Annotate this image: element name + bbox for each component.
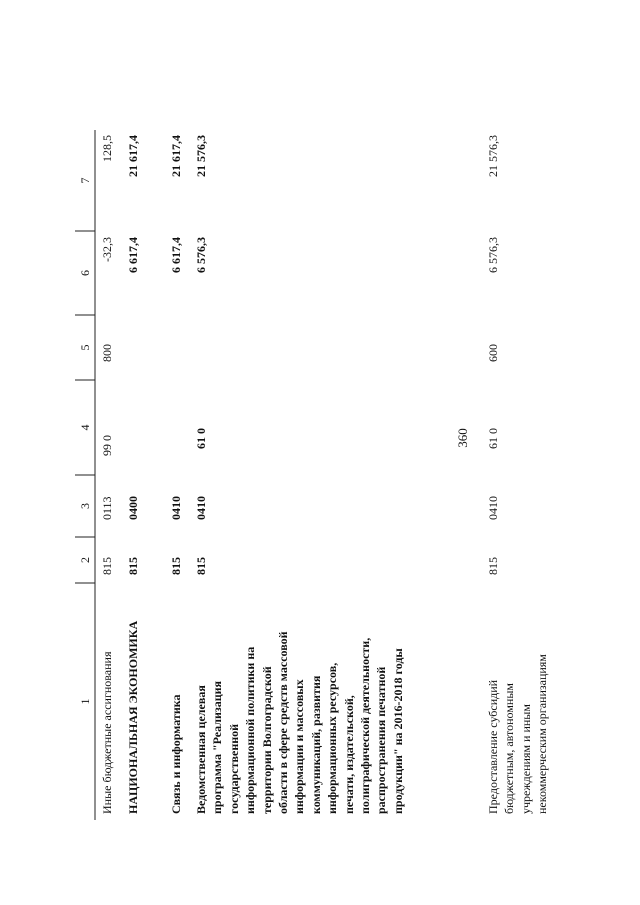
row-name-line: учреждениям и иным	[518, 704, 533, 814]
cell-col-3: 0410	[169, 496, 183, 520]
cell-col-3: 0400	[126, 496, 140, 520]
row-name-line: государственной	[226, 723, 241, 814]
header-col-1: 1	[78, 698, 92, 705]
row-name-line: области в сфере средств массовой	[276, 631, 291, 814]
cell-col-4: 61 0	[194, 428, 208, 449]
row-name-line: информации и массовых	[292, 679, 307, 814]
header-col-3: 3	[78, 503, 92, 509]
cell-col-2: 815	[100, 557, 114, 575]
cell-col-6: -32,3	[100, 237, 114, 262]
row-name-line: некоммерческим организациям	[535, 654, 550, 814]
row-name-line: информационных ресурсов,	[325, 662, 340, 814]
cell-col-7: 21 576,3	[194, 135, 208, 177]
cell-col-2: 815	[169, 557, 183, 575]
row-name-line: Связь и информатика	[169, 694, 183, 814]
header-col-5: 5	[78, 344, 92, 351]
cell-col-2: 815	[486, 557, 500, 575]
cell-col-6: 6 617,4	[169, 237, 183, 273]
row-name-line: бюджетным, автономным	[502, 683, 517, 814]
row-name-line: коммуникаций, развития	[308, 675, 323, 814]
row-name-line: печати, издательской,	[341, 695, 356, 814]
cell-col-5: 800	[100, 344, 114, 362]
row-name	[99, 589, 115, 814]
row-name-line: Ведомственная целевая	[194, 685, 208, 814]
budget-table	[75, 130, 555, 820]
cell-col-4: 61 0	[486, 428, 500, 449]
cell-col-2: 815	[126, 557, 140, 575]
row-name-line: территории Волгоградской	[259, 666, 274, 814]
header-col-7: 7	[78, 177, 92, 184]
cell-col-4: 99 0	[100, 435, 114, 456]
cell-col-3: 0410	[194, 496, 208, 520]
cell-col-7: 21 576,3	[486, 135, 500, 177]
cell-col-7: 128,5	[100, 135, 114, 162]
cell-col-7: 21 617,4	[169, 135, 183, 177]
row-name-line: НАЦИОНАЛЬНАЯ ЭКОНОМИКА	[126, 620, 140, 814]
cell-col-3: 0113	[100, 496, 114, 520]
cell-col-7: 21 617,4	[126, 135, 140, 177]
cell-col-2: 815	[194, 557, 208, 575]
header-col-6: 6	[78, 270, 92, 276]
row-name-line: Предоставление субсидий	[486, 679, 500, 814]
row-name	[168, 589, 184, 814]
header-col-4: 4	[78, 424, 92, 431]
cell-col-3: 0410	[486, 496, 500, 520]
row-name	[485, 589, 551, 814]
cell-col-6: 6 576,3	[486, 237, 500, 273]
row-name-line: программа "Реализация	[210, 680, 225, 814]
row-name-line: продукции" на 2016-2018 годы	[390, 648, 405, 814]
row-name-line: Иные бюджетные ассигнования	[100, 651, 114, 814]
header-col-2: 2	[78, 557, 92, 563]
row-name	[125, 589, 141, 814]
cell-col-6: 6 617,4	[126, 237, 140, 273]
page-number: 360	[455, 428, 470, 448]
cell-col-5: 600	[486, 344, 500, 362]
row-name-line: распространения печатной	[374, 666, 389, 814]
row-name	[193, 589, 406, 814]
row-name-line: полиграфической деятельности,	[358, 637, 373, 814]
cell-col-6: 6 576,3	[194, 237, 208, 273]
row-name-line: информационной политики на	[243, 646, 258, 814]
